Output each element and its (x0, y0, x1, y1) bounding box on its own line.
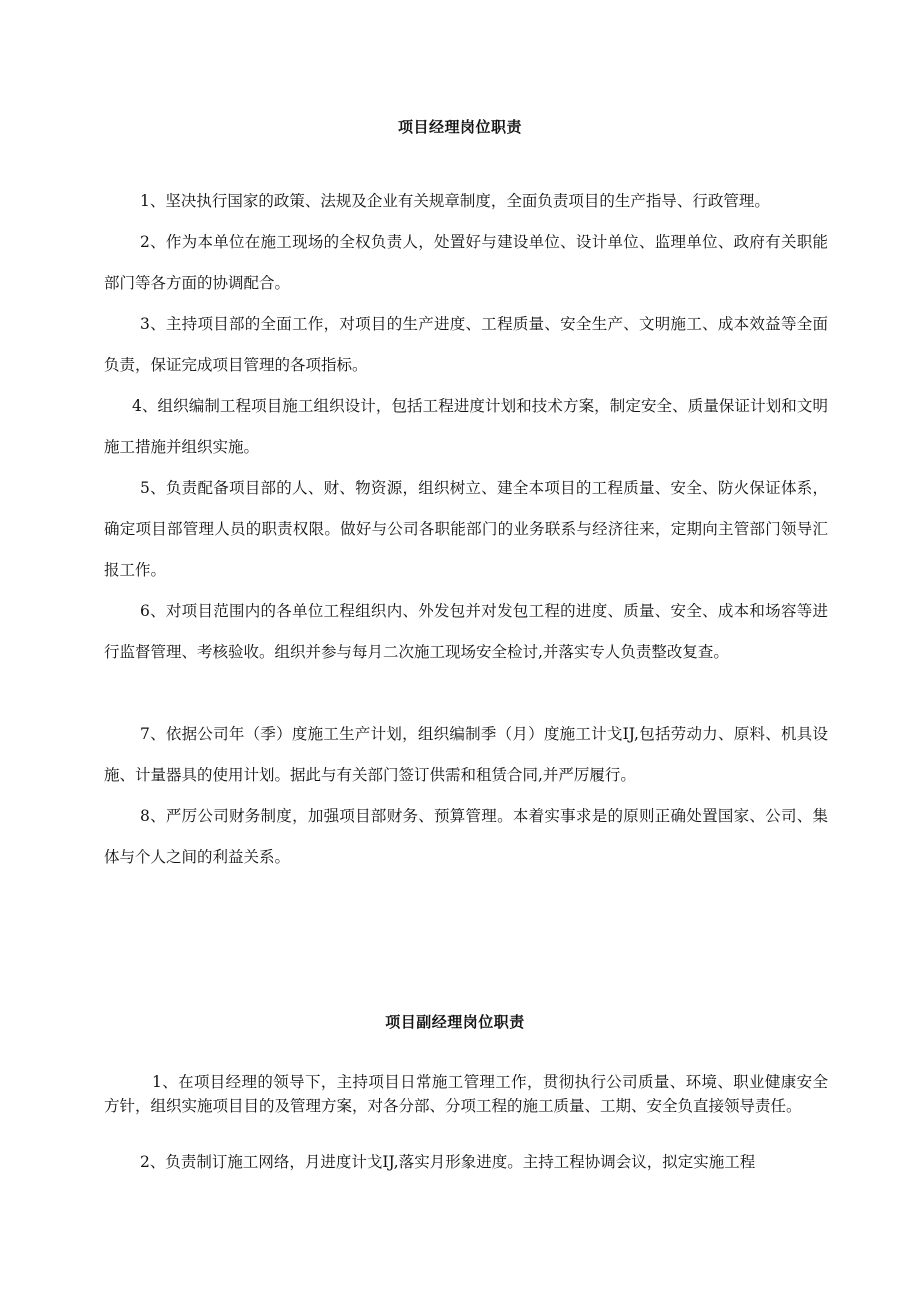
section-title-deputy-manager: 项目副经理岗位职责 (385, 1013, 525, 1031)
paragraph-3: 3、主持项目部的全面工作，对项目的生产进度、工程质量、安全生产、文明施工、成本效益等全面负责，保证完成项目管理的各项指标。 (104, 315, 828, 374)
deputy-paragraph-1: 1、在项目经理的领导下，主持项目日常施工管理工作，贯彻执行公司质量、环境、职业健康安全方针，组织实施项目目的及管理方案，对各分部、分项工程的施工质量、工期、安全负直接领导责任。 (104, 1073, 828, 1115)
paragraph-2: 2、作为本单位在施工现场的全权负责人，处置好与建设单位、设计单位、监理单位、政府有关职能部门等各方面的协调配合。 (104, 233, 828, 292)
paragraph-4: 4、组织编制工程项目施工组织设计，包括工程进度计划和技术方案，制定安全、质量保证计划和文明施工措施并组织实施。 (104, 397, 828, 456)
paragraph-6: 6、对项目范围内的各单位工程组织内、外发包并对发包工程的进度、质量、安全、成本和场容等进行监督管理、考核验收。组织并参与每月二次施工现场安全检讨,并落实专人负责整改复查。 (104, 602, 828, 661)
paragraph-5: 5、负责配备项目部的人、财、物资源，组织树立、建全本项目的工程质量、安全、防火保证体系，确定项目部管理人员的职责权限。做好与公司各职能部门的业务联系与经济往来，定期向主管部门领导汇报工作。 (104, 479, 828, 579)
paragraph-7: 7、依据公司年（季）度施工生产计划，组织编制季（月）度施工计戈IJ,包括劳动力、原料、机具设施、计量器具的使用计划。据此与有关部门签订供需和租赁合同,并严厉履行。 (104, 725, 828, 784)
paragraph-1: 1、坚决执行国家的政策、法规及企业有关规章制度，全面负责项目的生产指导、行政管理。 (140, 192, 770, 210)
paragraph-8: 8、严厉公司财务制度，加强项目部财务、预算管理。本着实事求是的原则正确处置国家、公司、集体与个人之间的利益关系。 (104, 807, 828, 866)
section-title-project-manager: 项目经理岗位职责 (397, 118, 522, 136)
deputy-paragraph-2: 2、负责制订施工网络，月进度计戈IJ,落实月形象进度。主持工程协调会议，拟定实施工程 (140, 1153, 756, 1171)
